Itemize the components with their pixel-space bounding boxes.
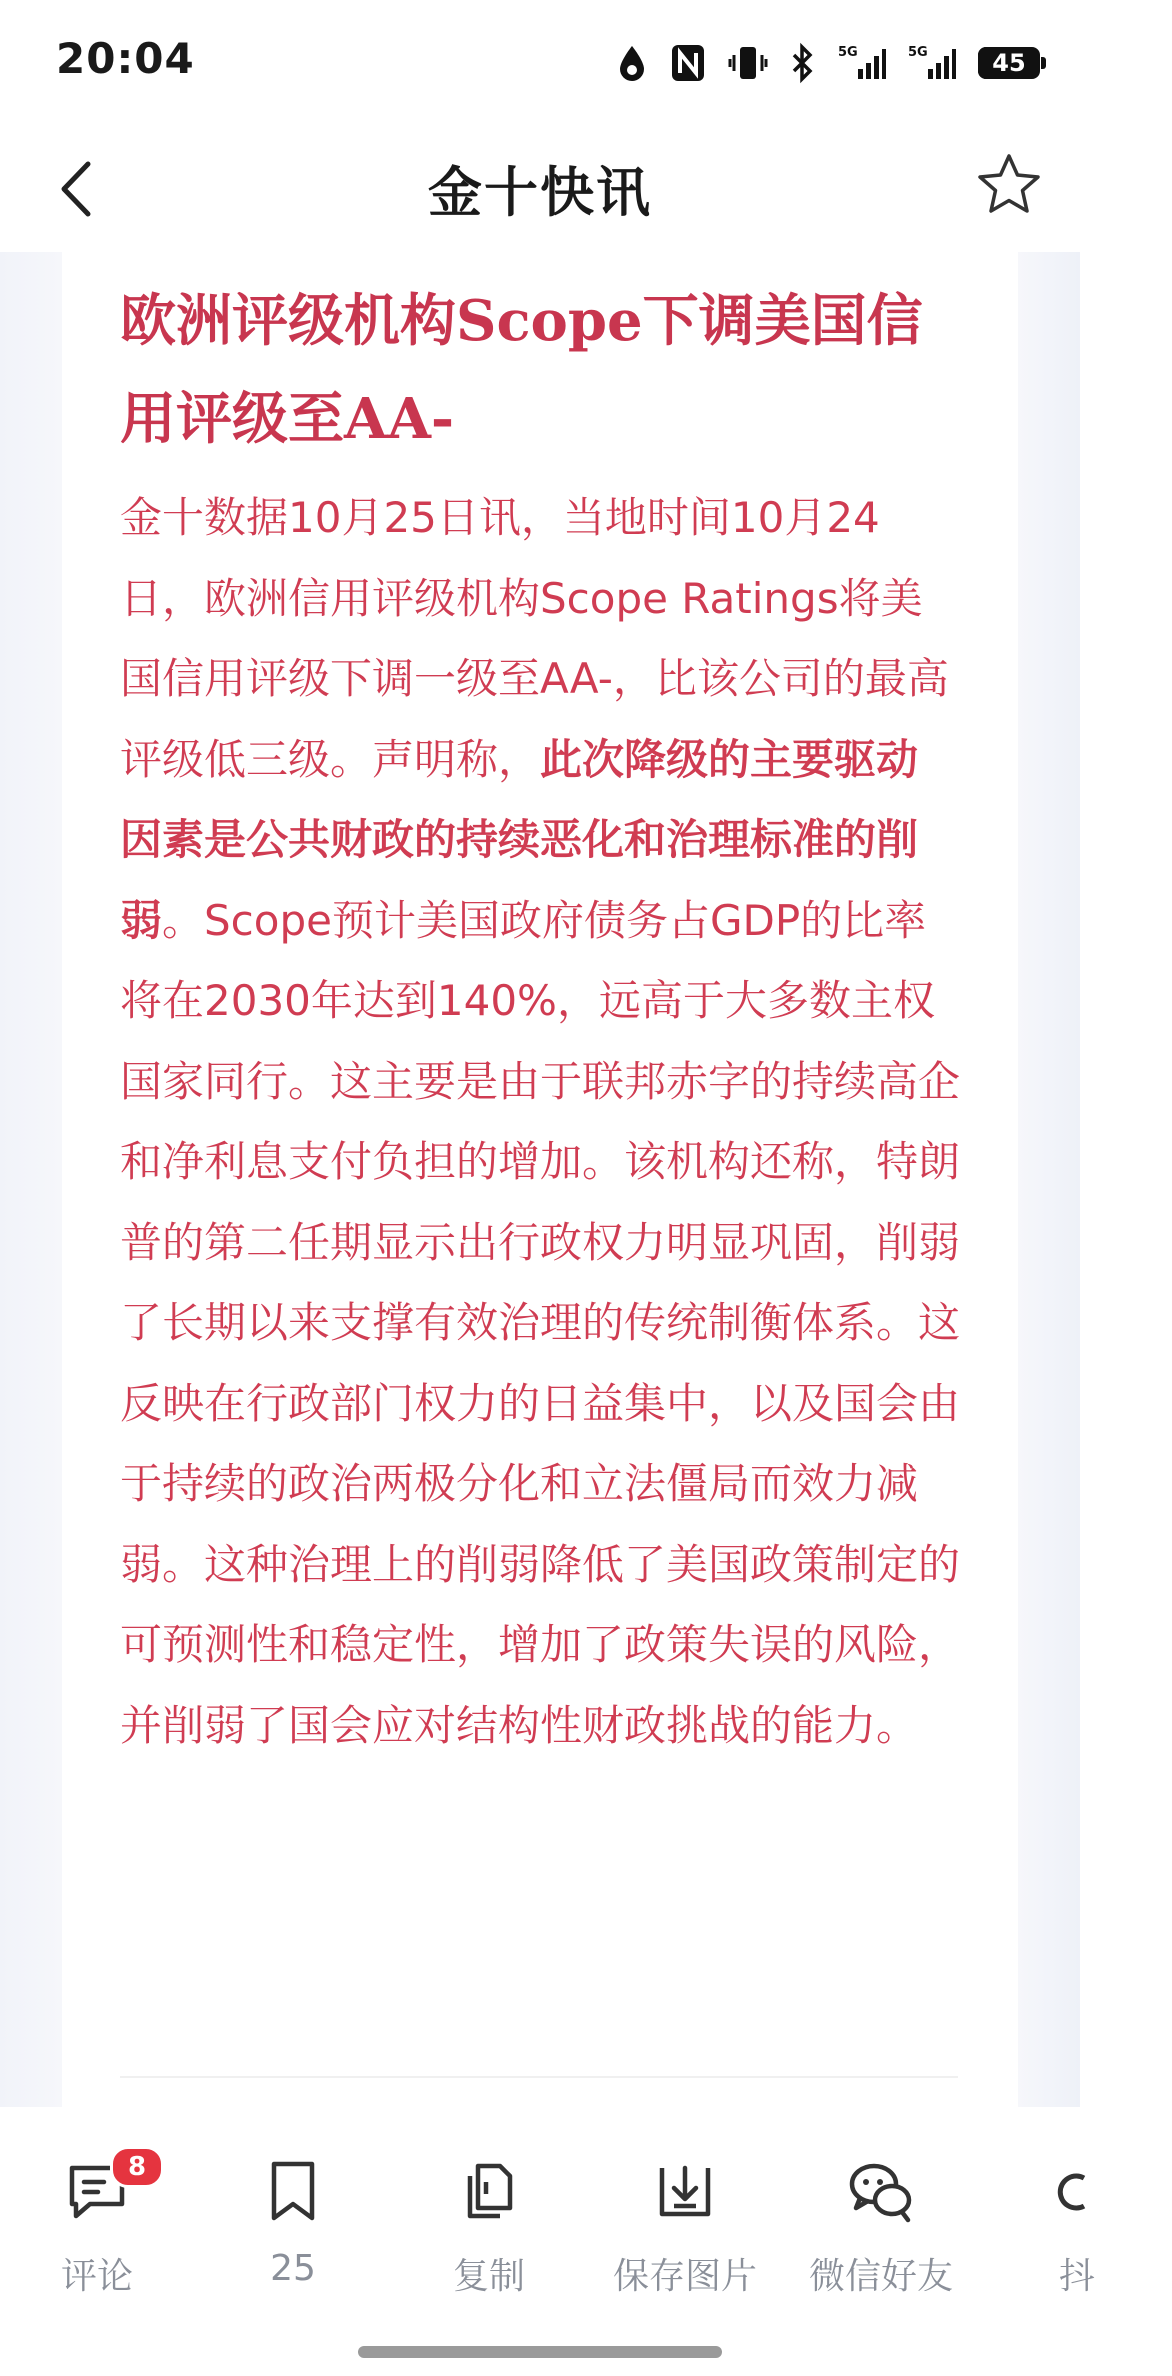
home-indicator[interactable] [358,2346,722,2358]
copy-label: 复制 [452,2256,525,2297]
vibrate-icon [728,43,768,83]
svg-text:5G: 5G [838,45,858,60]
douyin-label: 抖 [1058,2256,1095,2297]
status-time: 20:04 [56,34,195,83]
article-body-rest: 。Scope预计美国政府债务占GDP的比率将在2030年达到140%，远高于大多数主权国家同行。这主要是由于联邦赤字的持续高企和净利息支付负担的增加。该机构还称，特朗普的第二任期显示出行政权力明显巩固，削弱了长期以来支撑有效治理的传统制衡体系。这反映在行政部门权力的日益集中，以及国会由于持续的政治两极分化和立法僵局而效力减弱。这种治理上的削弱降低了美国政策制定的可预测性和稳定性，增加了政策失误的风险，并削弱了国会应对结构性财政挑战的能力。 [120,895,961,1750]
status-bar [0,0,1080,120]
bookmark-count: 25 [270,2248,316,2289]
save-image-label: 保存图片 [612,2256,757,2297]
bluetooth-icon [790,43,816,83]
divider [120,2076,958,2078]
bookmark-icon [260,2158,326,2224]
article-body [120,478,960,1766]
bottom-toolbar [0,2108,1095,2376]
signal-icon-1 [838,43,886,83]
article-headline: 欧洲评级机构Scope下调美国信用评级至AA- [120,288,923,452]
copy-icon [456,2158,522,2224]
comment-count-badge: 8 [110,2146,164,2188]
wechat-label: 微信好友 [808,2256,953,2297]
wechat-icon [848,2158,914,2224]
battery-icon [978,47,1040,79]
signal-icon-2 [908,43,956,83]
status-icons [616,38,1040,88]
background-right [1018,252,1080,2107]
page-title: 金十快讯 [428,161,652,224]
do-not-disturb-icon [616,43,648,83]
douyin-icon [1044,2158,1110,2224]
comment-label: 评论 [60,2256,133,2297]
article-body-intro: 金十数据10月25日讯，当地时间10月24日，欧洲信用评级机构Scope Ratings将美国信用评级下调一级至AA-，比该公司的最高评级低三级。声明称， [120,493,949,784]
nav-bar [0,128,1080,248]
background-left [0,252,62,2107]
battery-text: 45 [992,49,1026,77]
download-icon [652,2158,718,2224]
article-body-highlight: 此次降级的主要驱动因素是公共财政的持续恶化和治理标准的削弱 [120,734,919,945]
svg-text:5G: 5G [908,45,928,60]
nfc-icon [670,43,706,83]
favorite-star-icon[interactable] [974,150,1044,220]
